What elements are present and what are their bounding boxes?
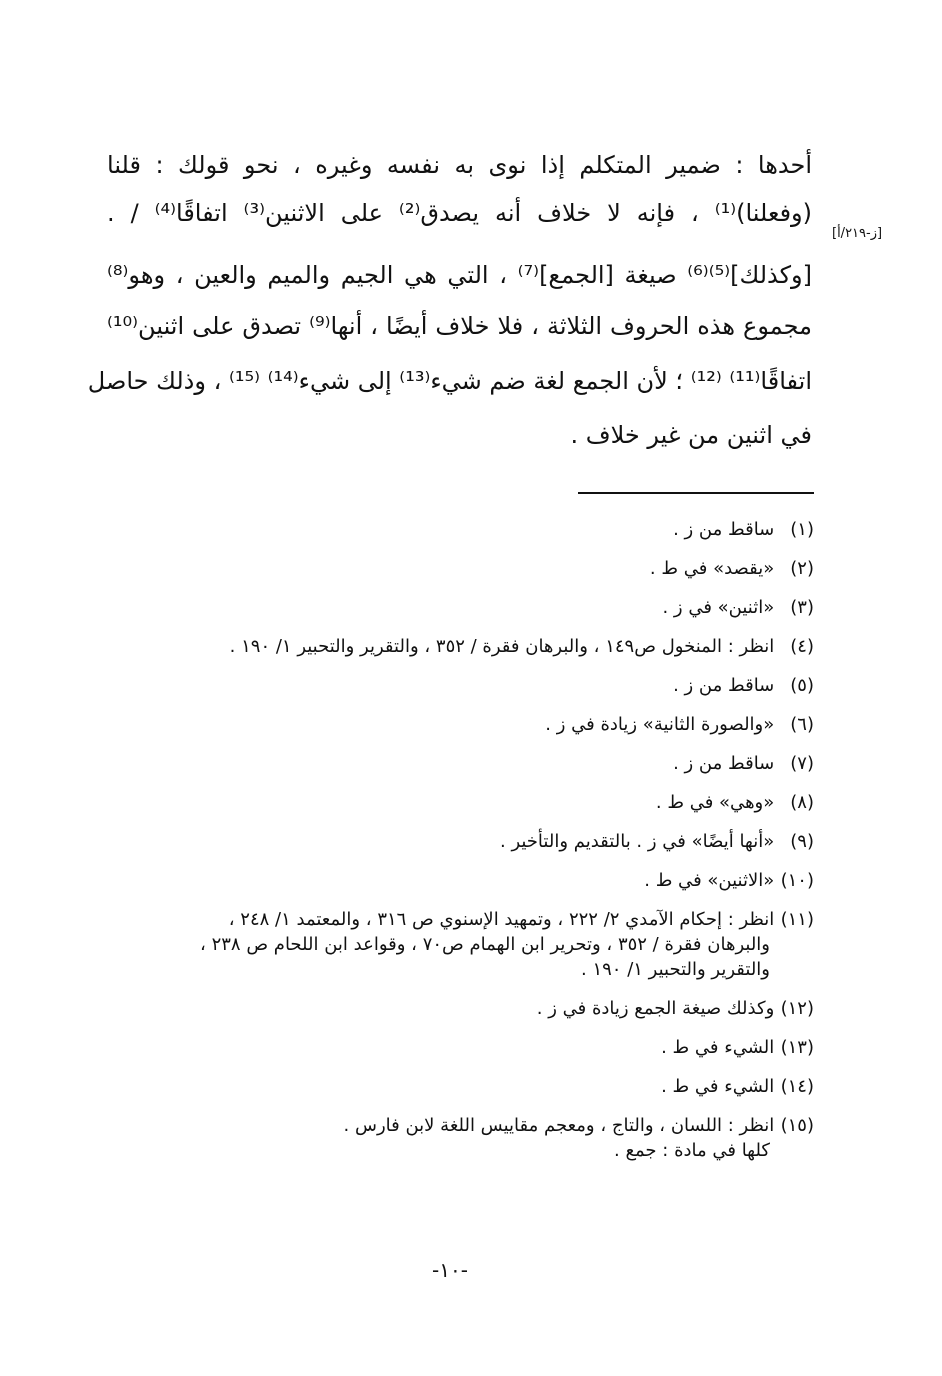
- footnote-number: (١١): [780, 909, 814, 930]
- footnote-text: ساقط من ز .: [673, 675, 775, 696]
- footnote-text: «يقصد» في ط .: [649, 558, 775, 579]
- footnote-number: (١٤): [780, 1076, 814, 1097]
- body-line-3: [وكذلك]⁽⁵⁾⁽⁶⁾ صيغة [الجمع]⁽⁷⁾ ، التي هي الجيم والميم والعين ، وهو⁽⁸⁾: [107, 261, 812, 289]
- footnote-text: ساقط من ز .: [673, 519, 775, 540]
- footnote-continuation: كلها في مادة : جمع .: [614, 1140, 770, 1161]
- footnote-text: «الاثنين» في ط .: [644, 870, 775, 891]
- footnote-number: (٩): [790, 831, 814, 852]
- footnote-text: الشيء في ط .: [661, 1076, 775, 1097]
- footnote: [94, 822, 814, 861]
- footnote-text: «والصورة الثانية» زيادة في ز .: [545, 714, 775, 735]
- footnote: [94, 627, 814, 666]
- footnote: [94, 861, 814, 900]
- footnote-text: ساقط من ز .: [673, 753, 775, 774]
- footnote-number: (١٠): [780, 870, 814, 891]
- footnote-number: (٨): [790, 792, 814, 813]
- footnote: [94, 900, 814, 989]
- footnote-text: انظر : إحكام الآمدي ٢/ ٢٢٢ ، وتمهيد الإسنوي ص ٣١٦ ، والمعتمد ١/ ٢٤٨ ،: [228, 909, 775, 930]
- footnote-continuation: والتقرير والتحبير ١/ ١٩٠ .: [581, 959, 770, 980]
- footnote-separator: [578, 492, 814, 494]
- footnote-text: «أنها أيضًا» في ز . بالتقديم والتأخير .: [500, 831, 775, 852]
- footnote: [94, 1106, 814, 1170]
- footnote-text: «اثنين» في ز .: [662, 597, 775, 618]
- footnote-number: (٥): [790, 675, 814, 696]
- footnote-text: الشيء في ط .: [661, 1037, 775, 1058]
- footnote: [94, 1067, 814, 1106]
- footnotes: [94, 510, 814, 1170]
- footnote-text: وكذلك صيغة الجمع زيادة في ز .: [536, 998, 775, 1019]
- page-number: -١٠-: [432, 1258, 468, 1282]
- footnote-number: (١٥): [780, 1115, 814, 1136]
- body-line-1: أحدها : ضمير المتكلم إذا نوى به نفسه وغيره ، نحو قولك : قلنا: [107, 151, 812, 179]
- footnote-text: «وهي» في ط .: [655, 792, 775, 813]
- footnote: [94, 705, 814, 744]
- body-line-5: اتفاقًا⁽¹¹⁾ ⁽¹²⁾ ؛ لأن الجمع لغة ضم شيء⁽¹³⁾ إلى شيء⁽¹⁴⁾ ⁽¹⁵⁾ ، وذلك حاصل: [87, 367, 812, 395]
- footnote: [94, 744, 814, 783]
- footnote-number: (٣): [790, 597, 814, 618]
- footnote-number: (٧): [790, 753, 814, 774]
- footnote: [94, 588, 814, 627]
- footnote-number: (٤): [790, 636, 814, 657]
- footnote-continuation: والبرهان فقرة / ٣٥٢ ، وتحرير ابن الهمام ص٧٠ ، وقواعد ابن اللحام ص ٢٣٨ ،: [200, 934, 770, 955]
- footnote-number: (١٣): [780, 1037, 814, 1058]
- footnote-number: (١): [790, 519, 814, 540]
- footnote-number: (١٢): [780, 998, 814, 1019]
- footnote: [94, 510, 814, 549]
- footnote: [94, 783, 814, 822]
- manuscript-folio-marker: [ز-٢١٩/أ]: [832, 226, 883, 241]
- footnote: [94, 666, 814, 705]
- footnote-number: (٦): [790, 714, 814, 735]
- footnote-text: انظر : اللسان ، والتاج ، ومعجم مقاييس اللغة لابن فارس .: [343, 1115, 775, 1136]
- body-line-4: مجموع هذه الحروف الثلاثة ، فلا خلاف أيضًا ، أنها⁽⁹⁾ تصدق على اثنين⁽¹⁰⁾: [107, 312, 812, 340]
- body-line-6: في اثنين من غير خلاف .: [570, 421, 812, 449]
- footnote: [94, 989, 814, 1028]
- footnote: [94, 1028, 814, 1067]
- footnote-text: انظر : المنخول ص١٤٩ ، والبرهان فقرة / ٣٥٢ ، والتقرير والتحبير ١/ ١٩٠ .: [229, 636, 775, 657]
- footnote-number: (٢): [790, 558, 814, 579]
- body-line-2: (وفعلنا)⁽¹⁾ ، فإنه لا خلاف أنه يصدق⁽²⁾ على الاثنين⁽³⁾ اتفاقًا⁽⁴⁾ / .: [107, 199, 812, 227]
- footnote: [94, 549, 814, 588]
